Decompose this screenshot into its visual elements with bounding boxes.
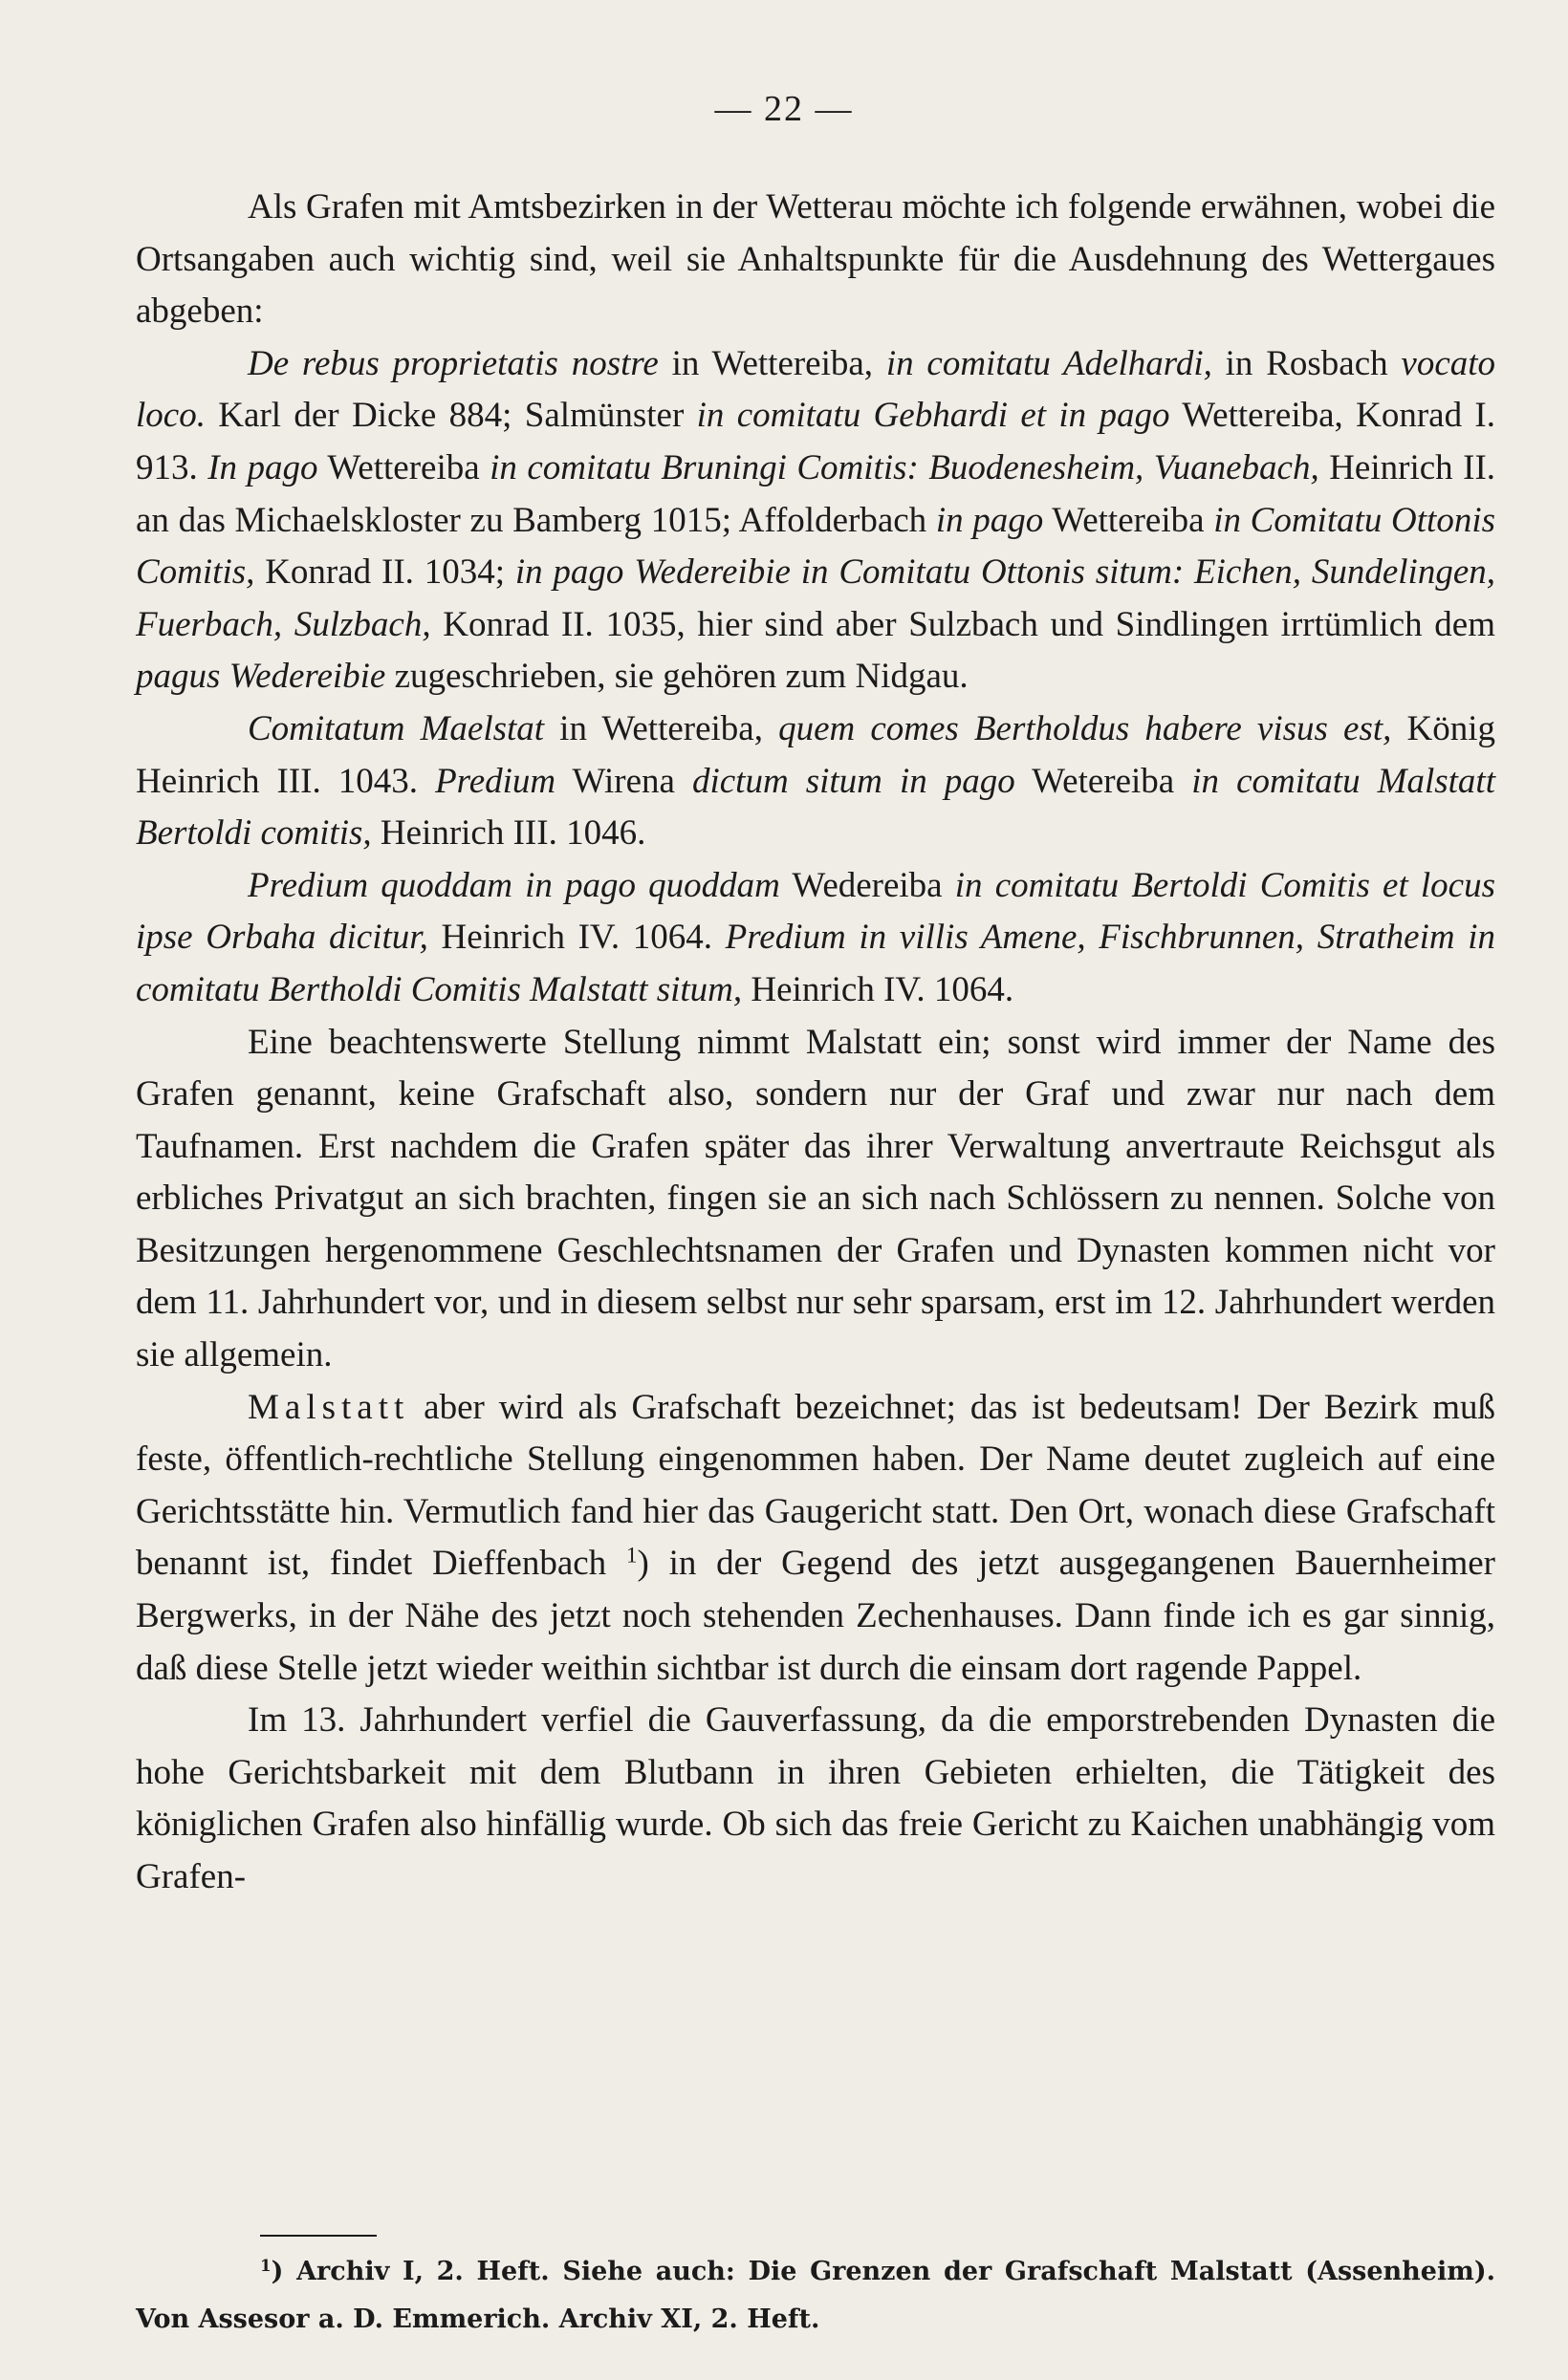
latin-citation: Comitatum Maelstat bbox=[248, 708, 545, 748]
latin-citation: in comitatu Bertoldi Comitis et locus ipse Orbaha dicitur, bbox=[136, 865, 1495, 958]
latin-citation: dictum situm in pago bbox=[691, 761, 1015, 801]
text-run: Heinrich III. 1046. bbox=[371, 813, 646, 854]
text-run: in Rosbach bbox=[1211, 343, 1402, 383]
text-run: Wettereiba bbox=[1043, 500, 1214, 540]
text-run: Wedereiba bbox=[779, 865, 955, 905]
latin-citation: vocato loco. bbox=[136, 343, 1496, 436]
paragraph bbox=[136, 182, 1495, 338]
text-run: Eine beachtenswerte Stellung nimmt Malstatt ein; sonst wird immer der Name des Grafen genannt, keine Grafschaft also, sondern nur der Graf und zwar nur nach dem Taufnamen. Erst nachdem die Grafen später das ihrer Verwaltung anvertraute Reichsgut als erbliches Privatgut an sich brachten, fingen sie an sich nach Schlössern zu nennen. Solche von Besitzungen hergenommene Geschlechtsnamen der Grafen und Dynasten kommen nicht vor dem 11. Jahrhundert vor, und in diesem selbst nur sehr sparsam, erst im 12. Jahrhundert werden sie allgemein. bbox=[136, 1022, 1495, 1375]
latin-citation: In pago bbox=[207, 447, 318, 487]
latin-citation: in comitatu Bruningi Comitis: Buodenesheim, Vuanebach, bbox=[490, 447, 1319, 487]
latin-citation: in pago Wedereibie in Comitatu Ottonis situm: Eichen, Sundelingen, Fuerbach, Sulzbach, bbox=[136, 552, 1495, 644]
latin-citation: De rebus proprietatis nostre bbox=[248, 343, 659, 383]
paragraph bbox=[136, 1695, 1495, 1903]
footnote-text: ) Archiv I, 2. Heft. Siehe auch: Die Grenzen der Grafschaft Malstatt (Assenheim). Von Assesor a. D. Emmerich. Archiv XI, 2. Heft. bbox=[136, 2257, 1495, 2334]
text-run: aber wird als Grafschaft bezeichnet; das ist bedeutsam! Der Bezirk muß feste, öffentlich-rechtliche Stellung eingenommen haben. Der Name deutet zugleich auf eine Gerichtsstätte hin. Vermutlich fand hier das Gaugericht statt. Den Ort, wonach diese Grafschaft benannt ist, findet Dieffenbach bbox=[136, 1387, 1495, 1584]
text-run: Konrad II. 1034; bbox=[254, 552, 515, 593]
text-run: in Wettereiba, bbox=[544, 708, 779, 748]
text-run: ) in der Gegend des jetzt ausgegangenen Bauernheimer Bergwerks, in der Nähe des jetzt noch stehenden Zechenhauses. Dann finde ich es gar sinnig, daß diese Stelle jetzt wieder weithin sichtbar ist durch die einsam dort ragende Pappel. bbox=[136, 1544, 1495, 1688]
text-run: Wettereiba, Konrad I. 913. bbox=[136, 396, 1495, 487]
page-number: — 22 — bbox=[714, 89, 854, 129]
text-run: Heinrich II. an das Michaelskloster zu Bamberg 1015; Affolderbach bbox=[136, 447, 1496, 540]
paragraph bbox=[136, 1017, 1495, 1382]
footnote-marker: 1 bbox=[260, 2255, 272, 2275]
latin-citation: in pago bbox=[935, 500, 1044, 540]
footnote-separator bbox=[260, 2235, 377, 2237]
text-run: König Heinrich III. 1043. bbox=[136, 708, 1496, 801]
paragraph bbox=[136, 703, 1495, 860]
latin-citation: in comitatu Gebhardi et in pago bbox=[696, 396, 1170, 436]
body-text bbox=[136, 182, 1495, 1904]
footnote-reference: 1 bbox=[625, 1543, 638, 1568]
text-run: Konrad II. 1035, hier sind aber Sulzbach und Sindlingen irrtümlich dem bbox=[430, 604, 1495, 644]
text-run: Karl der Dicke 884; Salmünster bbox=[205, 396, 697, 436]
footnotes bbox=[136, 2248, 1495, 2344]
latin-citation: in Comitatu Ottonis Comitis, bbox=[136, 500, 1495, 593]
text-run: Als Grafen mit Amtsbezirken in der Wetterau möchte ich folgende erwähnen, wobei die Ortsangaben auch wichtig sind, weil sie Anhaltspunkte für die Ausdehnung des Wettergaues abgeben: bbox=[136, 187, 1495, 332]
latin-citation: in comitatu Malstatt Bertoldi comitis, bbox=[136, 761, 1495, 854]
paragraph bbox=[136, 1382, 1495, 1696]
paragraph bbox=[136, 338, 1495, 703]
text-run: zugeschrieben, sie gehören zum Nidgau. bbox=[385, 657, 969, 697]
latin-citation: Predium quoddam in pago quoddam bbox=[248, 865, 780, 905]
text-run: Heinrich IV. 1064. bbox=[742, 969, 1014, 1009]
latin-citation: Predium in villis Amene, Fischbrunnen, Stratheim in comitatu Bertholdi Comitis Malstatt situm, bbox=[136, 918, 1496, 1009]
footnote bbox=[136, 2248, 1495, 2344]
latin-citation: in comitatu Adelhardi, bbox=[885, 343, 1212, 383]
text-run: Wettereiba bbox=[317, 447, 490, 487]
text-run: Wetereiba bbox=[1014, 761, 1192, 801]
text-run: Wirena bbox=[555, 761, 692, 801]
latin-citation: pagus Wedereibie bbox=[136, 657, 386, 697]
text-run: Heinrich IV. 1064. bbox=[427, 918, 726, 958]
latin-citation: Predium bbox=[435, 761, 556, 801]
paragraph bbox=[136, 860, 1495, 1017]
latin-citation: quem comes Bertholdus habere visus est, bbox=[778, 708, 1392, 748]
text-run: Malstatt bbox=[248, 1387, 410, 1427]
text-run: Im 13. Jahrhundert verfiel die Gauverfassung, da die emporstrebenden Dynasten die hohe Gerichtsbarkeit mit dem Blutbann in ihren Gebieten erhielten, die Tätigkeit des königlichen Grafen also hinfällig wurde. Ob sich das freie Gericht zu Kaichen unabhängig vom Grafen- bbox=[136, 1700, 1495, 1896]
text-run: in Wettereiba, bbox=[658, 343, 886, 383]
